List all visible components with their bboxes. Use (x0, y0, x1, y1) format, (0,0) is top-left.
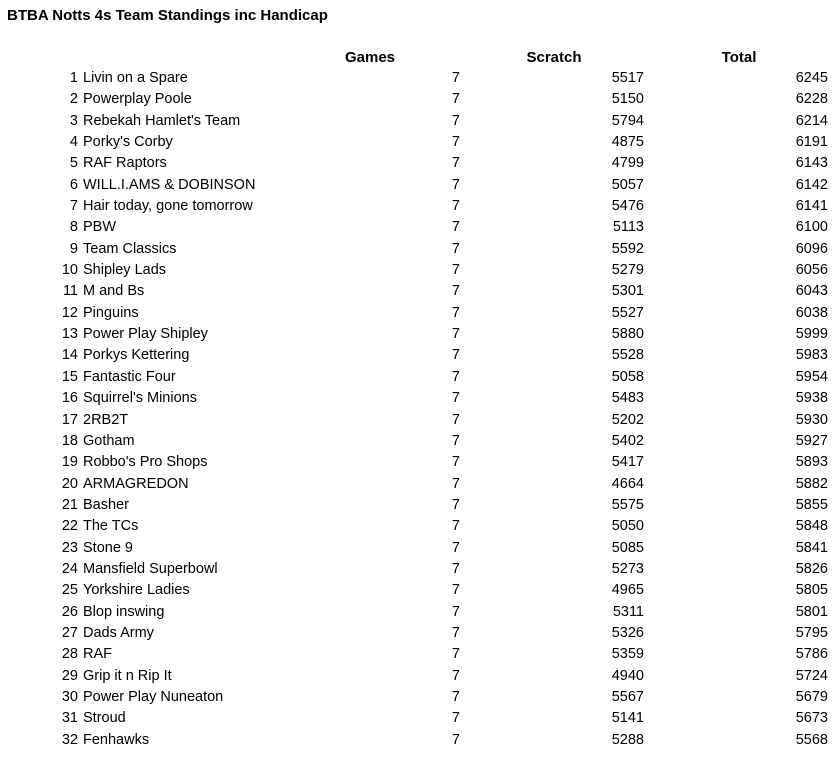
total-cell: 5882 (795, 475, 828, 492)
team-name-cell: Powerplay Poole (83, 91, 192, 108)
total-cell: 5724 (795, 667, 828, 684)
team-name-cell: Dads Army (83, 624, 154, 641)
rank-cell: 12 (61, 304, 78, 321)
table-row (0, 89, 840, 110)
games-cell: 7 (451, 134, 460, 151)
header-total: Total (721, 49, 757, 66)
scratch-cell: 5794 (611, 112, 644, 129)
games-cell: 7 (451, 560, 460, 577)
total-cell: 5801 (795, 603, 828, 620)
team-name-cell: The TCs (83, 518, 139, 535)
table-row (0, 345, 840, 366)
scratch-cell: 5528 (611, 347, 644, 364)
games-cell: 7 (451, 624, 460, 641)
rank-cell: 31 (61, 710, 78, 727)
team-name-cell: Stone 9 (83, 539, 133, 556)
table-row (0, 260, 840, 281)
games-cell: 7 (451, 176, 460, 193)
rank-cell: 30 (61, 688, 78, 705)
table-row (0, 68, 840, 89)
games-cell: 7 (451, 667, 460, 684)
games-cell: 7 (451, 710, 460, 727)
games-cell: 7 (451, 91, 460, 108)
table-row (0, 410, 840, 431)
table-row (0, 431, 840, 452)
scratch-cell: 4965 (611, 582, 644, 599)
rank-cell: 1 (69, 70, 78, 86)
table-row (0, 153, 840, 174)
games-cell: 7 (451, 582, 460, 599)
rank-cell: 16 (61, 390, 78, 407)
team-name-cell: RAF (83, 646, 112, 663)
team-name-cell: Gotham (83, 432, 135, 449)
team-name-cell: Basher (83, 496, 129, 513)
scratch-cell: 5476 (611, 198, 644, 215)
team-name-cell: Fantastic Four (83, 368, 176, 385)
scratch-cell: 5567 (611, 688, 644, 705)
total-cell: 6056 (795, 262, 828, 279)
total-cell: 5786 (795, 646, 828, 663)
rank-cell: 9 (69, 240, 78, 257)
table-row (0, 730, 840, 751)
games-cell: 7 (451, 155, 460, 172)
total-cell: 6214 (795, 112, 828, 129)
scratch-cell: 5301 (611, 283, 644, 300)
total-cell: 6038 (795, 304, 828, 321)
games-cell: 7 (451, 262, 460, 279)
table-row (0, 495, 840, 516)
rank-cell: 22 (61, 518, 78, 535)
scratch-cell: 5417 (611, 454, 644, 471)
team-name-cell: Porkys Kettering (83, 347, 190, 364)
games-cell: 7 (451, 347, 460, 364)
rank-cell: 4 (69, 134, 78, 151)
team-name-cell: WILL.I.AMS & DOBINSON (83, 176, 256, 193)
scratch-cell: 5050 (611, 518, 644, 535)
total-cell: 5855 (795, 496, 828, 513)
scratch-cell: 4940 (611, 667, 644, 684)
scratch-cell: 5288 (611, 731, 644, 748)
team-name-cell: ARMAGREDON (83, 475, 189, 492)
total-cell: 5795 (795, 624, 828, 641)
team-name-cell: Mansfield Superbowl (83, 560, 218, 577)
total-cell: 6043 (795, 283, 828, 300)
rank-cell: 24 (61, 560, 78, 577)
games-cell: 7 (451, 603, 460, 620)
games-cell: 7 (451, 112, 460, 129)
rank-cell: 2 (69, 91, 78, 108)
games-cell: 7 (451, 411, 460, 428)
scratch-cell: 5150 (611, 91, 644, 108)
team-name-cell: Fenhawks (83, 731, 150, 748)
table-row (0, 666, 840, 687)
table-row (0, 281, 840, 302)
total-cell: 5983 (795, 347, 828, 364)
rank-cell: 18 (61, 432, 78, 449)
rank-cell: 17 (61, 411, 78, 428)
total-cell: 5999 (795, 326, 828, 343)
team-name-cell: Porky's Corby (83, 134, 173, 151)
games-cell: 7 (451, 70, 460, 86)
team-name-cell: M and Bs (83, 283, 145, 300)
total-cell: 5679 (795, 688, 828, 705)
scratch-cell: 5273 (611, 560, 644, 577)
table-row (0, 687, 840, 708)
total-cell: 5568 (795, 731, 828, 748)
total-cell: 5848 (795, 518, 828, 535)
rank-cell: 11 (62, 283, 78, 300)
rank-cell: 29 (61, 667, 78, 684)
table-row (0, 324, 840, 345)
table-row (0, 175, 840, 196)
total-cell: 5805 (795, 582, 828, 599)
games-cell: 7 (451, 219, 460, 236)
table-row (0, 239, 840, 260)
scratch-cell: 4875 (611, 134, 644, 151)
team-name-cell: Power Play Nuneaton (83, 688, 224, 705)
rank-cell: 13 (61, 326, 78, 343)
rank-cell: 20 (61, 475, 78, 492)
total-cell: 6100 (795, 219, 828, 236)
rank-cell: 14 (61, 347, 78, 364)
team-name-cell: Blop inswing (83, 603, 165, 620)
total-cell: 5954 (795, 368, 828, 385)
scratch-cell: 5517 (611, 70, 644, 86)
table-row (0, 196, 840, 217)
scratch-cell: 5527 (611, 304, 644, 321)
scratch-cell: 5279 (611, 262, 644, 279)
games-cell: 7 (451, 390, 460, 407)
scratch-cell: 5592 (611, 240, 644, 257)
team-name-cell: Pinguins (83, 304, 139, 321)
rank-cell: 15 (61, 368, 78, 385)
rank-cell: 28 (61, 646, 78, 663)
scratch-cell: 4664 (611, 475, 644, 492)
rank-cell: 21 (61, 496, 78, 513)
table-row (0, 367, 840, 388)
scratch-cell: 5311 (612, 603, 644, 620)
header-games: Games (344, 49, 396, 66)
scratch-cell: 5483 (611, 390, 644, 407)
rank-cell: 10 (61, 262, 78, 279)
scratch-cell: 5113 (612, 219, 644, 236)
scratch-cell: 5141 (611, 710, 644, 727)
table-row (0, 644, 840, 665)
scratch-cell: 5402 (611, 432, 644, 449)
table-row (0, 538, 840, 559)
scratch-cell: 5085 (611, 539, 644, 556)
total-cell: 5826 (795, 560, 828, 577)
rank-cell: 6 (69, 176, 78, 193)
team-name-cell: Hair today, gone tomorrow (83, 198, 253, 215)
total-cell: 5841 (795, 539, 828, 556)
team-name-cell: PBW (83, 219, 117, 236)
table-row (0, 559, 840, 580)
rank-cell: 7 (69, 198, 78, 215)
team-name-cell: RAF Raptors (83, 155, 167, 172)
rank-cell: 19 (61, 454, 78, 471)
rank-cell: 26 (61, 603, 78, 620)
team-name-cell: Yorkshire Ladies (83, 582, 190, 599)
table-row (0, 623, 840, 644)
table-row (0, 602, 840, 623)
total-cell: 6142 (795, 176, 828, 193)
table-row (0, 217, 840, 238)
games-cell: 7 (451, 304, 460, 321)
total-cell: 5938 (795, 390, 828, 407)
games-cell: 7 (451, 432, 460, 449)
games-cell: 7 (451, 646, 460, 663)
total-cell: 5930 (795, 411, 828, 428)
rank-cell: 25 (61, 582, 78, 599)
header-scratch: Scratch (526, 49, 582, 66)
games-cell: 7 (451, 454, 460, 471)
total-cell: 5673 (795, 710, 828, 727)
rank-cell: 8 (69, 219, 78, 236)
games-cell: 7 (451, 198, 460, 215)
team-name-cell: 2RB2T (83, 411, 129, 428)
scratch-cell: 5326 (611, 624, 644, 641)
team-name-cell: Team Classics (83, 240, 177, 257)
scratch-cell: 5880 (611, 326, 644, 343)
rank-cell: 27 (61, 624, 78, 641)
total-cell: 6245 (795, 70, 828, 86)
table-row (0, 303, 840, 324)
table-row (0, 516, 840, 537)
rank-cell: 32 (61, 731, 78, 748)
team-name-cell: Shipley Lads (83, 262, 167, 279)
scratch-cell: 5575 (611, 496, 644, 513)
scratch-cell: 5057 (611, 176, 644, 193)
games-cell: 7 (451, 240, 460, 257)
games-cell: 7 (451, 539, 460, 556)
table-row (0, 580, 840, 601)
rank-cell: 3 (69, 112, 78, 129)
team-name-cell: Rebekah Hamlet's Team (83, 112, 241, 129)
team-name-cell: Stroud (83, 710, 126, 727)
page-title: BTBA Notts 4s Team Standings inc Handicap (7, 7, 328, 24)
scratch-cell: 5359 (611, 646, 644, 663)
table-row (0, 132, 840, 153)
total-cell: 5927 (795, 432, 828, 449)
team-name-cell: Power Play Shipley (83, 326, 208, 343)
team-name-cell: Squirrel's Minions (83, 390, 197, 407)
games-cell: 7 (451, 518, 460, 535)
total-cell: 6228 (795, 91, 828, 108)
standings-table (0, 68, 840, 751)
games-cell: 7 (451, 368, 460, 385)
games-cell: 7 (451, 496, 460, 513)
table-row (0, 474, 840, 495)
scratch-cell: 5058 (611, 368, 644, 385)
table-row (0, 388, 840, 409)
team-name-cell: Robbo's Pro Shops (83, 454, 208, 471)
rank-cell: 5 (69, 155, 78, 172)
table-row (0, 111, 840, 132)
total-cell: 5893 (795, 454, 828, 471)
total-cell: 6141 (795, 198, 828, 215)
games-cell: 7 (451, 731, 460, 748)
games-cell: 7 (451, 475, 460, 492)
scratch-cell: 5202 (611, 411, 644, 428)
table-row (0, 452, 840, 473)
table-row (0, 708, 840, 729)
games-cell: 7 (451, 688, 460, 705)
rank-cell: 23 (61, 539, 78, 556)
total-cell: 6191 (795, 134, 828, 151)
games-cell: 7 (451, 326, 460, 343)
total-cell: 6143 (795, 155, 828, 172)
scratch-cell: 4799 (611, 155, 644, 172)
team-name-cell: Livin on a Spare (83, 70, 188, 86)
team-name-cell: Grip it n Rip It (83, 667, 172, 684)
games-cell: 7 (451, 283, 460, 300)
total-cell: 6096 (795, 240, 828, 257)
